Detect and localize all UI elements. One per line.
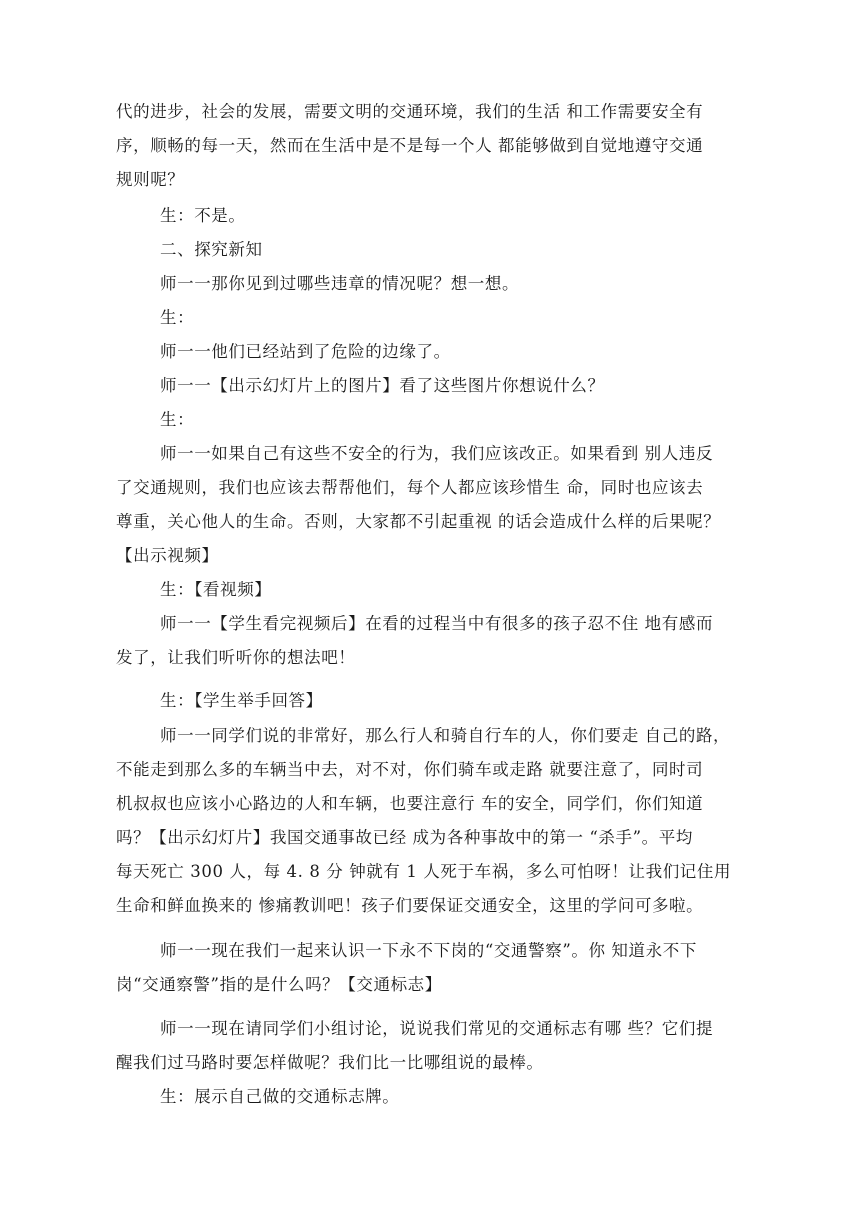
paragraph-teacher	[116, 369, 748, 403]
text-line: 师一一【出示幻灯片上的图片】看了这些图片你想说什么？	[160, 376, 605, 395]
paragraph-teacher	[116, 719, 748, 923]
text-line: 机叔叔也应该小心路边的人和车辆，也要注意行 车的安全，同学们，你们知道	[116, 794, 704, 813]
text-line: 代的进步，社会的发展，需要文明的交通环境，我们的生活 和工作需要安全有	[116, 102, 704, 121]
paragraph-student-answer	[116, 199, 748, 233]
text-line: 了交通规则，我们也应该去帮帮他们，每个人都应该珍惜生 命，同时也应该去	[116, 478, 704, 497]
paragraph-intro	[116, 95, 748, 197]
text-line: 生：【看视频】	[160, 580, 272, 599]
paragraph-teacher	[116, 934, 748, 1002]
text-line: 师一一【学生看完视频后】在看的过程当中有很多的孩子忍不住 地有感而	[160, 614, 714, 633]
text-line: 师一一那你见到过哪些违章的情况呢？想一想。	[160, 274, 520, 293]
text-line: 岗“交通察警”指的是什么吗？【交通标志】	[116, 975, 442, 994]
paragraph-teacher	[116, 335, 748, 369]
text-line: 每天死亡 300 人，每 4. 8 分 钟就有 1 人死于车祸，多么可怕呀！让我们记住用	[116, 862, 732, 881]
section-heading	[116, 233, 748, 267]
text-line: 规则呢？	[116, 170, 185, 189]
text-line: 尊重，关心他人的生命。否则，大家都不引起重视 的话会造成什么样的后果呢？	[116, 512, 721, 531]
paragraph-student	[116, 301, 748, 335]
text-line: 【出示视频】	[116, 546, 219, 565]
text-line: 序，顺畅的每一天，然而在生活中是不是每一个人 都能够做到自觉地遵守交通	[116, 136, 704, 155]
paragraph-student	[116, 1080, 748, 1114]
paragraph-teacher	[116, 437, 748, 573]
text-line: 生：【学生举手回答】	[160, 691, 323, 710]
text-line: 师一一他们已经站到了危险的边缘了。	[160, 342, 451, 361]
text-line: 生：	[160, 308, 195, 327]
paragraph-student	[116, 684, 748, 718]
text-line: 发了，让我们听听你的想法吧！	[116, 648, 356, 667]
text-line: 不能走到那么多的车辆当中去，对不对，你们骑车或走路 就要注意了，同时司	[116, 760, 704, 779]
text-line: 二、探究新知	[160, 240, 263, 259]
text-line: 师一一如果自己有这些不安全的行为，我们应该改正。如果看到 别人违反	[160, 444, 714, 463]
text-line: 师一一同学们说的非常好，那么行人和骑自行车的人，你们要走 自己的路，	[160, 726, 731, 745]
text-line: 师一一现在请同学们小组讨论，说说我们常见的交通标志有哪 些？它们提	[160, 1019, 714, 1038]
paragraph-teacher	[116, 607, 748, 675]
paragraph-teacher	[116, 1012, 748, 1080]
text-line: 生：不是。	[160, 206, 246, 225]
text-line: 生：	[160, 410, 195, 429]
text-line: 醒我们过马路时要怎样做呢？我们比一比哪组说的最棒。	[116, 1053, 544, 1072]
text-line: 生命和鲜血换来的 惨痛教训吧！孩子们要保证交通安全，这里的学问可多啦。	[116, 896, 704, 915]
text-line: 吗？【出示幻灯片】我国交通事故已经 成为各种事故中的第一 “杀手”。平均	[116, 828, 693, 847]
paragraph-student	[116, 573, 748, 607]
text-line: 师一一现在我们一起来认识一下永不下岗的“交通警察”。你 知道永不下	[160, 941, 697, 960]
paragraph-student	[116, 403, 748, 437]
paragraph-teacher	[116, 267, 748, 301]
text-line: 生：展示自己做的交通标志牌。	[160, 1087, 400, 1106]
